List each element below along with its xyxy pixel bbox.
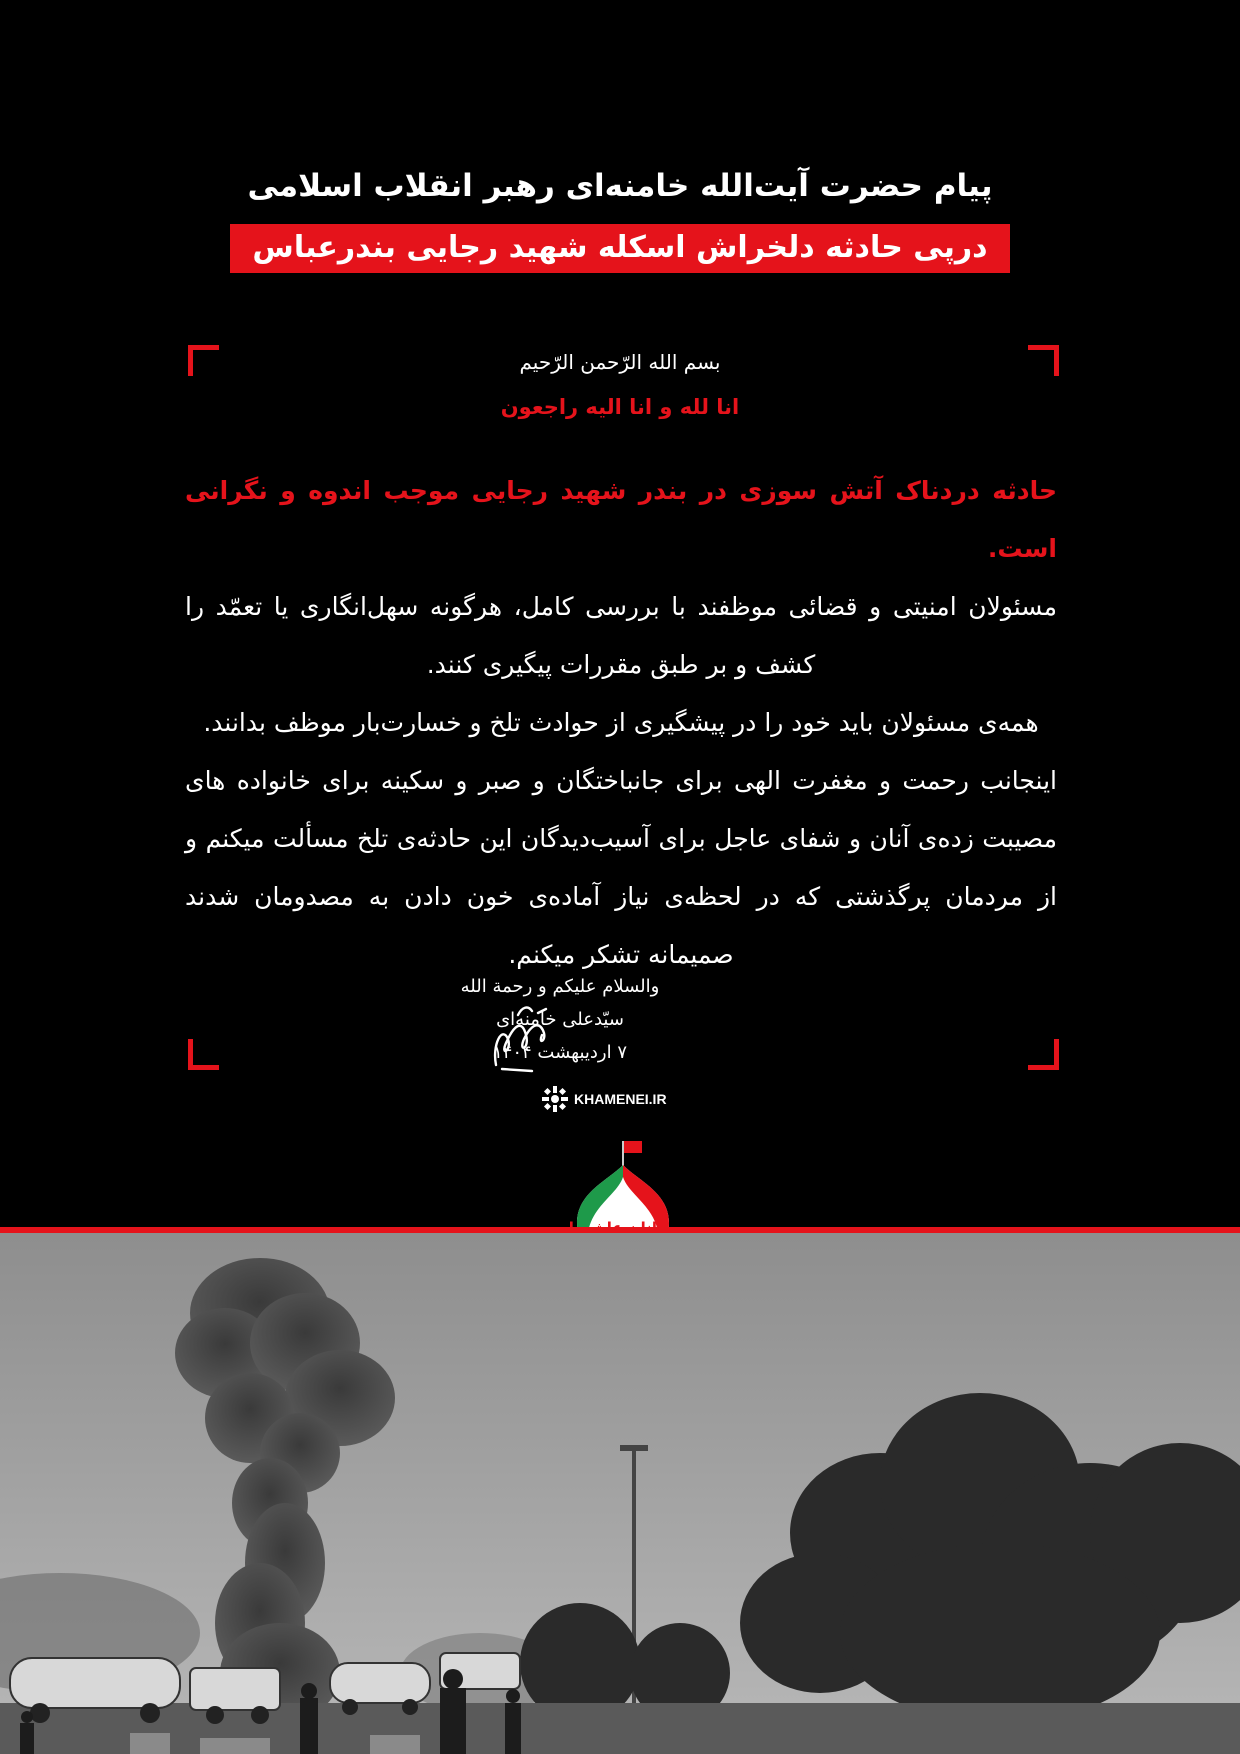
title-line-2-highlight: درپی حادثه دلخراش اسکله شهید رجایی بندرعباس — [230, 224, 1009, 273]
message-paragraph-1: مسئولان امنیتی و قضائی موظفند با بررسی کامل، هرگونه سهل‌انگاری یا تعمّد را کشف و بر طبق مقررات پیگیری کنند. — [185, 592, 1057, 679]
title-line-1: پیام حضرت آیت‌الله خامنه‌ای رهبر انقلاب اسلامی — [247, 168, 993, 204]
explosion-photo — [0, 1233, 1240, 1754]
frame-corner-bottom-left — [188, 1039, 219, 1070]
message-date: ۷ اردیبهشت ۱۴۰۴ — [493, 1042, 627, 1063]
message-lead: حادثه دردناک آتش سوزی در بندر شهید رجایی موجب اندوه و نگرانی است. — [185, 476, 1057, 563]
message-paragraph-3: اینجانب رحمت و مغفرت الهی برای جانباختگان و صبر و سکینه برای خانواده های مصیبت زده‌ی آنان و شفای عاجل برای آسیب‌دیدگان این حادثه‌ی تلخ مسألت میکنم و از مردمان پرگذشتی که در لحظه‌ی نیاز آماده‌ی خون دادن به مصدومان شدند صمیمانه تشکر میکنم. — [185, 766, 1057, 969]
inna-lillah: انا لله و انا الیه راجعون — [500, 395, 740, 419]
handwritten-signature-icon — [488, 995, 558, 1075]
khamenei-ir-logo — [540, 1082, 667, 1116]
author-name: سیّدعلی خامنه‌ای — [496, 1009, 624, 1030]
message-body — [185, 462, 1057, 984]
bismillah: بسم الله الرّحمن الرّحیم — [519, 350, 721, 374]
closing-block — [380, 970, 740, 1069]
title-line-2-wrapper — [0, 224, 1240, 273]
message-paragraph-2: همه‌ی مسئولان باید خود را در پیشگیری از حوادث تلخ و خسارت‌بار موظف بدانند. — [203, 708, 1039, 737]
salutation: والسلام علیکم و رحمة الله — [460, 976, 660, 997]
frame-corner-bottom-right — [1028, 1039, 1059, 1070]
khamenei-ir-logo-text: KHAMENEI.IR — [574, 1091, 667, 1107]
explosion-smoke-cloud-photo — [0, 1233, 1240, 1754]
khamenei-ir-emblem-icon — [540, 1084, 570, 1114]
